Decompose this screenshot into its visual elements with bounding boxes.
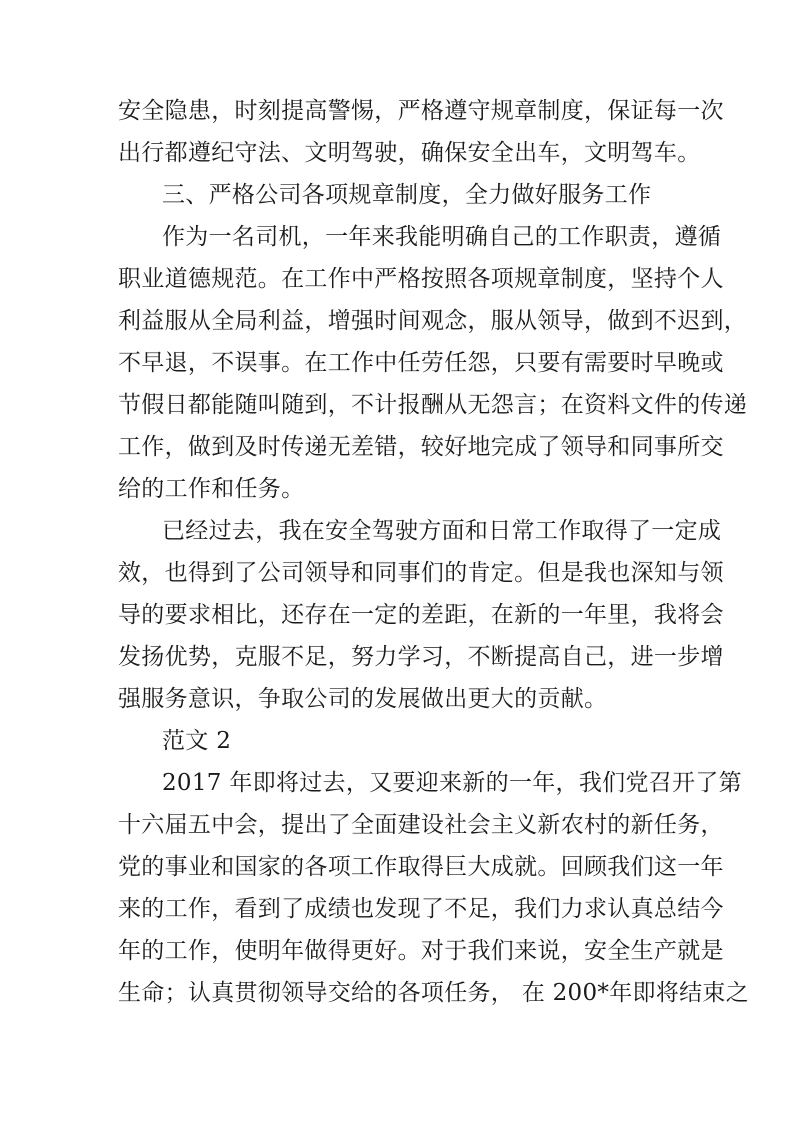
text-line: 年的工作，使明年做得更好。对于我们来说，安全生产就是 — [118, 938, 724, 964]
section-title: 范文 2 — [162, 728, 232, 754]
text-line: 作为一名司机，一年来我能明确自己的工作职责，遵循 — [162, 224, 722, 250]
text-line: 强服务意识，争取公司的发展做出更大的贡献。 — [118, 686, 608, 712]
section-heading: 三、严格公司各项规章制度，全力做好服务工作 — [162, 182, 652, 208]
text-line: 出行都遵纪守法、文明驾驶，确保安全出车，文明驾车。 — [118, 140, 701, 166]
text-line: 工作，做到及时传递无差错，较好地完成了领导和同事所交 — [118, 434, 724, 460]
text-line: 利益服从全局利益，增强时间观念，服从领导，做到不迟到， — [118, 308, 748, 334]
text-line: 给的工作和任务。 — [118, 476, 305, 502]
text-line: 党的事业和国家的各项工作取得巨大成就。回顾我们这一年 — [118, 854, 724, 880]
text-line: 职业道德规范。在工作中严格按照各项规章制度，坚持个人 — [118, 266, 724, 292]
text-line: 来的工作，看到了成绩也发现了不足，我们力求认真总结今 — [118, 896, 724, 922]
text-line: 导的要求相比，还存在一定的差距，在新的一年里，我将会 — [118, 602, 724, 628]
text-line: 十六届五中会，提出了全面建设社会主义新农村的新任务， — [118, 812, 724, 838]
text-line: 2017 年即将过去，又要迎来新的一年，我们党召开了第 — [162, 770, 742, 796]
text-line: 节假日都能随叫随到，不计报酬从无怨言；在资料文件的传递 — [118, 392, 748, 418]
text-line: 不早退，不误事。在工作中任劳任怨，只要有需要时早晚或 — [118, 350, 724, 376]
text-line: 已经过去，我在安全驾驶方面和日常工作取得了一定成 — [162, 518, 722, 544]
text-line: 发扬优势，克服不足，努力学习，不断提高自己，进一步增 — [118, 644, 724, 670]
text-line: 生命；认真贯彻领导交给的各项任务， 在 200*年即将结束之 — [118, 980, 750, 1006]
text-line: 效，也得到了公司领导和同事们的肯定。但是我也深知与领 — [118, 560, 724, 586]
text-line: 安全隐患，时刻提高警惕，严格遵守规章制度，保证每一次 — [118, 98, 724, 124]
